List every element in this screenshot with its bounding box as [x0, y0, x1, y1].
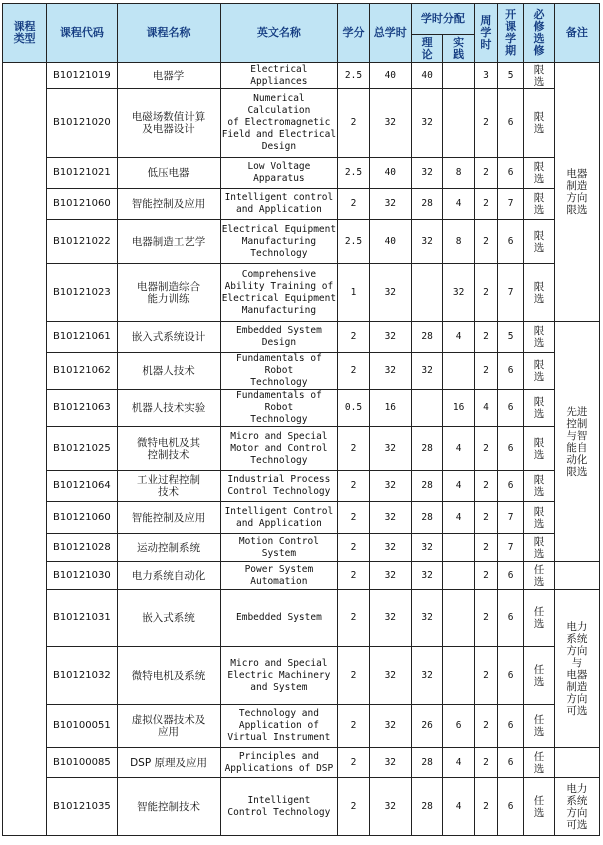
table-row	[3, 748, 600, 778]
course-english-name: Power System Automation	[220, 562, 338, 590]
course-weekly-hours: 2	[474, 778, 497, 836]
header-required-elective: 必 修 选 修	[524, 4, 554, 63]
course-english-name: Intelligent Control Technology	[220, 778, 338, 836]
course-semester: 7	[497, 502, 523, 534]
course-total-hours: 32	[369, 471, 411, 502]
course-credits: 2	[338, 778, 370, 836]
course-english-name: Micro and Special Electric Machinery and System	[220, 647, 338, 705]
course-credits: 1	[338, 264, 370, 322]
course-total-hours: 32	[369, 502, 411, 534]
course-total-hours: 40	[369, 220, 411, 264]
course-total-hours: 32	[369, 647, 411, 705]
course-theory-hours: 32	[411, 590, 443, 647]
course-total-hours: 32	[369, 748, 411, 778]
course-semester: 6	[497, 562, 523, 590]
course-name: 电器学	[117, 63, 220, 89]
course-credits: 2	[338, 562, 370, 590]
course-english-name: Principles and Applications of DSP	[220, 748, 338, 778]
course-theory-hours: 32	[411, 534, 443, 562]
course-semester: 6	[497, 778, 523, 836]
course-name: 电磁场数值计算 及电器设计	[117, 89, 220, 158]
table-row	[3, 158, 600, 189]
course-code: B10121061	[47, 322, 117, 353]
course-weekly-hours: 2	[474, 264, 497, 322]
remarks-cell	[554, 562, 599, 590]
course-theory-hours: 32	[411, 647, 443, 705]
course-code: B10121032	[47, 647, 117, 705]
course-semester: 6	[497, 471, 523, 502]
course-type: 限 选	[524, 322, 554, 353]
course-name: 运动控制系统	[117, 534, 220, 562]
course-total-hours: 32	[369, 353, 411, 390]
course-weekly-hours: 2	[474, 158, 497, 189]
table-row	[3, 778, 600, 836]
table-row	[3, 471, 600, 502]
course-theory-hours: 32	[411, 562, 443, 590]
course-total-hours: 32	[369, 534, 411, 562]
course-name: 电器制造工艺学	[117, 220, 220, 264]
course-english-name: Electrical Equipment Manufacturing Technology	[220, 220, 338, 264]
course-semester: 6	[497, 89, 523, 158]
course-credits: 2.5	[338, 220, 370, 264]
remarks-cell: 电力 系统 方向 可选	[554, 778, 599, 836]
course-weekly-hours: 2	[474, 647, 497, 705]
course-english-name: Intelligent Control and Application	[220, 502, 338, 534]
course-semester: 7	[497, 534, 523, 562]
course-english-name: Intelligent control and Application	[220, 189, 338, 220]
course-weekly-hours: 2	[474, 748, 497, 778]
course-code: B10121020	[47, 89, 117, 158]
course-name: 机器人技术实验	[117, 390, 220, 427]
header-english-name: 英文名称	[220, 4, 338, 63]
course-weekly-hours: 2	[474, 322, 497, 353]
course-theory-hours: 28	[411, 778, 443, 836]
course-total-hours: 32	[369, 322, 411, 353]
header-weekly-hours: 周 学 时	[474, 4, 497, 63]
course-credits: 2	[338, 705, 370, 748]
course-semester: 6	[497, 427, 523, 471]
course-weekly-hours: 2	[474, 534, 497, 562]
course-weekly-hours: 2	[474, 353, 497, 390]
course-theory-hours: 32	[411, 353, 443, 390]
course-practice-hours: 4	[443, 778, 475, 836]
course-code: B10121060	[47, 502, 117, 534]
course-theory-hours: 28	[411, 748, 443, 778]
table-row	[3, 322, 600, 353]
table-row	[3, 89, 600, 158]
course-type: 任 选	[524, 562, 554, 590]
header-credits: 学分	[338, 4, 370, 63]
course-code: B10121019	[47, 63, 117, 89]
course-total-hours: 40	[369, 63, 411, 89]
remarks-cell: 电力 系统 方向 与 电器 制造 方向 可选	[554, 590, 599, 748]
course-code: B10121025	[47, 427, 117, 471]
course-name: 低压电器	[117, 158, 220, 189]
course-code: B10121028	[47, 534, 117, 562]
course-weekly-hours: 2	[474, 471, 497, 502]
course-type: 任 选	[524, 778, 554, 836]
course-code: B10121060	[47, 189, 117, 220]
course-english-name: Motion Control System	[220, 534, 338, 562]
remarks-cell	[554, 748, 599, 778]
course-total-hours: 32	[369, 189, 411, 220]
course-practice-hours	[443, 562, 475, 590]
course-type: 限 选	[524, 220, 554, 264]
course-name: 嵌入式系统	[117, 590, 220, 647]
table-row	[3, 390, 600, 427]
course-credits: 2	[338, 502, 370, 534]
table-body	[3, 63, 600, 836]
course-credits: 2	[338, 89, 370, 158]
table-row	[3, 705, 600, 748]
course-credits: 2	[338, 590, 370, 647]
header-total-hours: 总学时	[369, 4, 411, 63]
table-row	[3, 534, 600, 562]
course-semester: 5	[497, 63, 523, 89]
course-name: 智能控制及应用	[117, 502, 220, 534]
course-theory-hours	[411, 390, 443, 427]
course-type: 限 选	[524, 158, 554, 189]
course-weekly-hours: 4	[474, 390, 497, 427]
course-practice-hours: 4	[443, 748, 475, 778]
course-name: 电力系统自动化	[117, 562, 220, 590]
course-code: B10121064	[47, 471, 117, 502]
course-total-hours: 16	[369, 390, 411, 427]
course-english-name: Electrical Appliances	[220, 63, 338, 89]
course-english-name: Fundamentals of Robot Technology	[220, 390, 338, 427]
course-practice-hours: 16	[443, 390, 475, 427]
course-type: 限 选	[524, 534, 554, 562]
course-practice-hours: 4	[443, 471, 475, 502]
course-credits: 2	[338, 353, 370, 390]
course-semester: 6	[497, 158, 523, 189]
course-semester: 6	[497, 647, 523, 705]
course-theory-hours: 32	[411, 89, 443, 158]
course-theory-hours: 32	[411, 220, 443, 264]
course-weekly-hours: 2	[474, 220, 497, 264]
course-practice-hours: 6	[443, 705, 475, 748]
course-total-hours: 32	[369, 264, 411, 322]
course-weekly-hours: 3	[474, 63, 497, 89]
course-practice-hours	[443, 534, 475, 562]
table-row	[3, 562, 600, 590]
course-name: 微特电机及其 控制技术	[117, 427, 220, 471]
course-theory-hours: 28	[411, 471, 443, 502]
course-semester: 6	[497, 705, 523, 748]
table-row	[3, 427, 600, 471]
course-total-hours: 32	[369, 705, 411, 748]
course-practice-hours	[443, 647, 475, 705]
course-name: 工业过程控制 技术	[117, 471, 220, 502]
course-practice-hours	[443, 63, 475, 89]
course-weekly-hours: 2	[474, 502, 497, 534]
table-row	[3, 502, 600, 534]
course-name: 机器人技术	[117, 353, 220, 390]
course-code: B10121063	[47, 390, 117, 427]
course-name: DSP 原理及应用	[117, 748, 220, 778]
course-practice-hours: 4	[443, 189, 475, 220]
remarks-cell: 先进 控制 与智 能自 动化 限选	[554, 322, 599, 562]
category-cell	[3, 63, 47, 836]
course-code: B10121023	[47, 264, 117, 322]
header-course-name: 课程名称	[117, 4, 220, 63]
header-remarks: 备注	[554, 4, 599, 63]
course-total-hours: 32	[369, 89, 411, 158]
course-type: 限 选	[524, 427, 554, 471]
course-total-hours: 32	[369, 562, 411, 590]
course-credits: 2.5	[338, 63, 370, 89]
course-type: 限 选	[524, 189, 554, 220]
remarks-cell: 电器 制造 方向 限选	[554, 63, 599, 322]
course-code: B10121021	[47, 158, 117, 189]
course-code: B10121030	[47, 562, 117, 590]
course-type: 限 选	[524, 390, 554, 427]
course-name: 嵌入式系统设计	[117, 322, 220, 353]
course-table	[2, 3, 600, 836]
course-practice-hours: 4	[443, 427, 475, 471]
course-credits: 2	[338, 748, 370, 778]
course-practice-hours	[443, 89, 475, 158]
course-semester: 5	[497, 322, 523, 353]
course-name: 电器制造综合 能力训练	[117, 264, 220, 322]
course-english-name: Technology and Application of Virtual Instrument	[220, 705, 338, 748]
course-code: B10121031	[47, 590, 117, 647]
course-semester: 6	[497, 748, 523, 778]
course-english-name: Micro and Special Motor and Control Technology	[220, 427, 338, 471]
course-type: 限 选	[524, 89, 554, 158]
course-name: 智能控制及应用	[117, 189, 220, 220]
course-code: B10121022	[47, 220, 117, 264]
course-semester: 6	[497, 390, 523, 427]
course-theory-hours	[411, 264, 443, 322]
course-type: 限 选	[524, 471, 554, 502]
header-practice: 实 践	[443, 35, 475, 63]
course-type: 限 选	[524, 353, 554, 390]
course-credits: 2	[338, 189, 370, 220]
header-theory: 理 论	[411, 35, 443, 63]
course-weekly-hours: 2	[474, 427, 497, 471]
course-weekly-hours: 2	[474, 562, 497, 590]
course-english-name: Numerical Calculation of Electromagnetic Field and Electrical Design	[220, 89, 338, 158]
course-english-name: Industrial Process Control Technology	[220, 471, 338, 502]
course-type: 任 选	[524, 590, 554, 647]
course-credits: 2	[338, 471, 370, 502]
course-total-hours: 32	[369, 590, 411, 647]
course-type: 限 选	[524, 63, 554, 89]
course-english-name: Fundamentals of Robot Technology	[220, 353, 338, 390]
course-theory-hours: 28	[411, 502, 443, 534]
table-row	[3, 220, 600, 264]
course-type: 任 选	[524, 647, 554, 705]
course-practice-hours	[443, 353, 475, 390]
course-weekly-hours: 2	[474, 705, 497, 748]
course-theory-hours: 32	[411, 158, 443, 189]
course-theory-hours: 28	[411, 322, 443, 353]
table-row	[3, 189, 600, 220]
course-code: B10121062	[47, 353, 117, 390]
course-practice-hours: 4	[443, 502, 475, 534]
header-category: 课程 类型	[3, 4, 47, 63]
course-english-name: Embedded System	[220, 590, 338, 647]
course-total-hours: 32	[369, 427, 411, 471]
course-semester: 6	[497, 353, 523, 390]
course-name: 智能控制技术	[117, 778, 220, 836]
course-name: 微特电机及系统	[117, 647, 220, 705]
course-practice-hours: 32	[443, 264, 475, 322]
course-type: 任 选	[524, 705, 554, 748]
course-type: 限 选	[524, 264, 554, 322]
course-weekly-hours: 2	[474, 89, 497, 158]
header-semester: 开 课 学 期	[497, 4, 523, 63]
table-row	[3, 264, 600, 322]
course-theory-hours: 40	[411, 63, 443, 89]
course-practice-hours: 8	[443, 158, 475, 189]
course-code: B10100051	[47, 705, 117, 748]
course-practice-hours	[443, 590, 475, 647]
course-credits: 2	[338, 427, 370, 471]
course-practice-hours: 4	[443, 322, 475, 353]
table-row	[3, 353, 600, 390]
table-row	[3, 590, 600, 647]
course-name: 虚拟仪器技术及 应用	[117, 705, 220, 748]
course-weekly-hours: 2	[474, 590, 497, 647]
course-weekly-hours: 2	[474, 189, 497, 220]
course-semester: 6	[497, 220, 523, 264]
course-semester: 6	[497, 590, 523, 647]
table-row	[3, 63, 600, 89]
course-type: 限 选	[524, 502, 554, 534]
course-credits: 0.5	[338, 390, 370, 427]
course-credits: 2	[338, 534, 370, 562]
header-course-code: 课程代码	[47, 4, 117, 63]
course-credits: 2.5	[338, 158, 370, 189]
course-credits: 2	[338, 647, 370, 705]
course-total-hours: 32	[369, 778, 411, 836]
course-type: 任 选	[524, 748, 554, 778]
header-hours-distribution: 学时分配	[411, 4, 474, 35]
table-row	[3, 647, 600, 705]
course-code: B10121035	[47, 778, 117, 836]
course-total-hours: 40	[369, 158, 411, 189]
course-english-name: Low Voltage Apparatus	[220, 158, 338, 189]
course-semester: 7	[497, 264, 523, 322]
course-semester: 7	[497, 189, 523, 220]
course-english-name: Embedded System Design	[220, 322, 338, 353]
course-credits: 2	[338, 322, 370, 353]
course-theory-hours: 26	[411, 705, 443, 748]
course-code: B10100085	[47, 748, 117, 778]
course-theory-hours: 28	[411, 189, 443, 220]
course-practice-hours: 8	[443, 220, 475, 264]
course-english-name: Comprehensive Ability Training of Electrical Equipment Manufacturing	[220, 264, 338, 322]
course-theory-hours: 28	[411, 427, 443, 471]
